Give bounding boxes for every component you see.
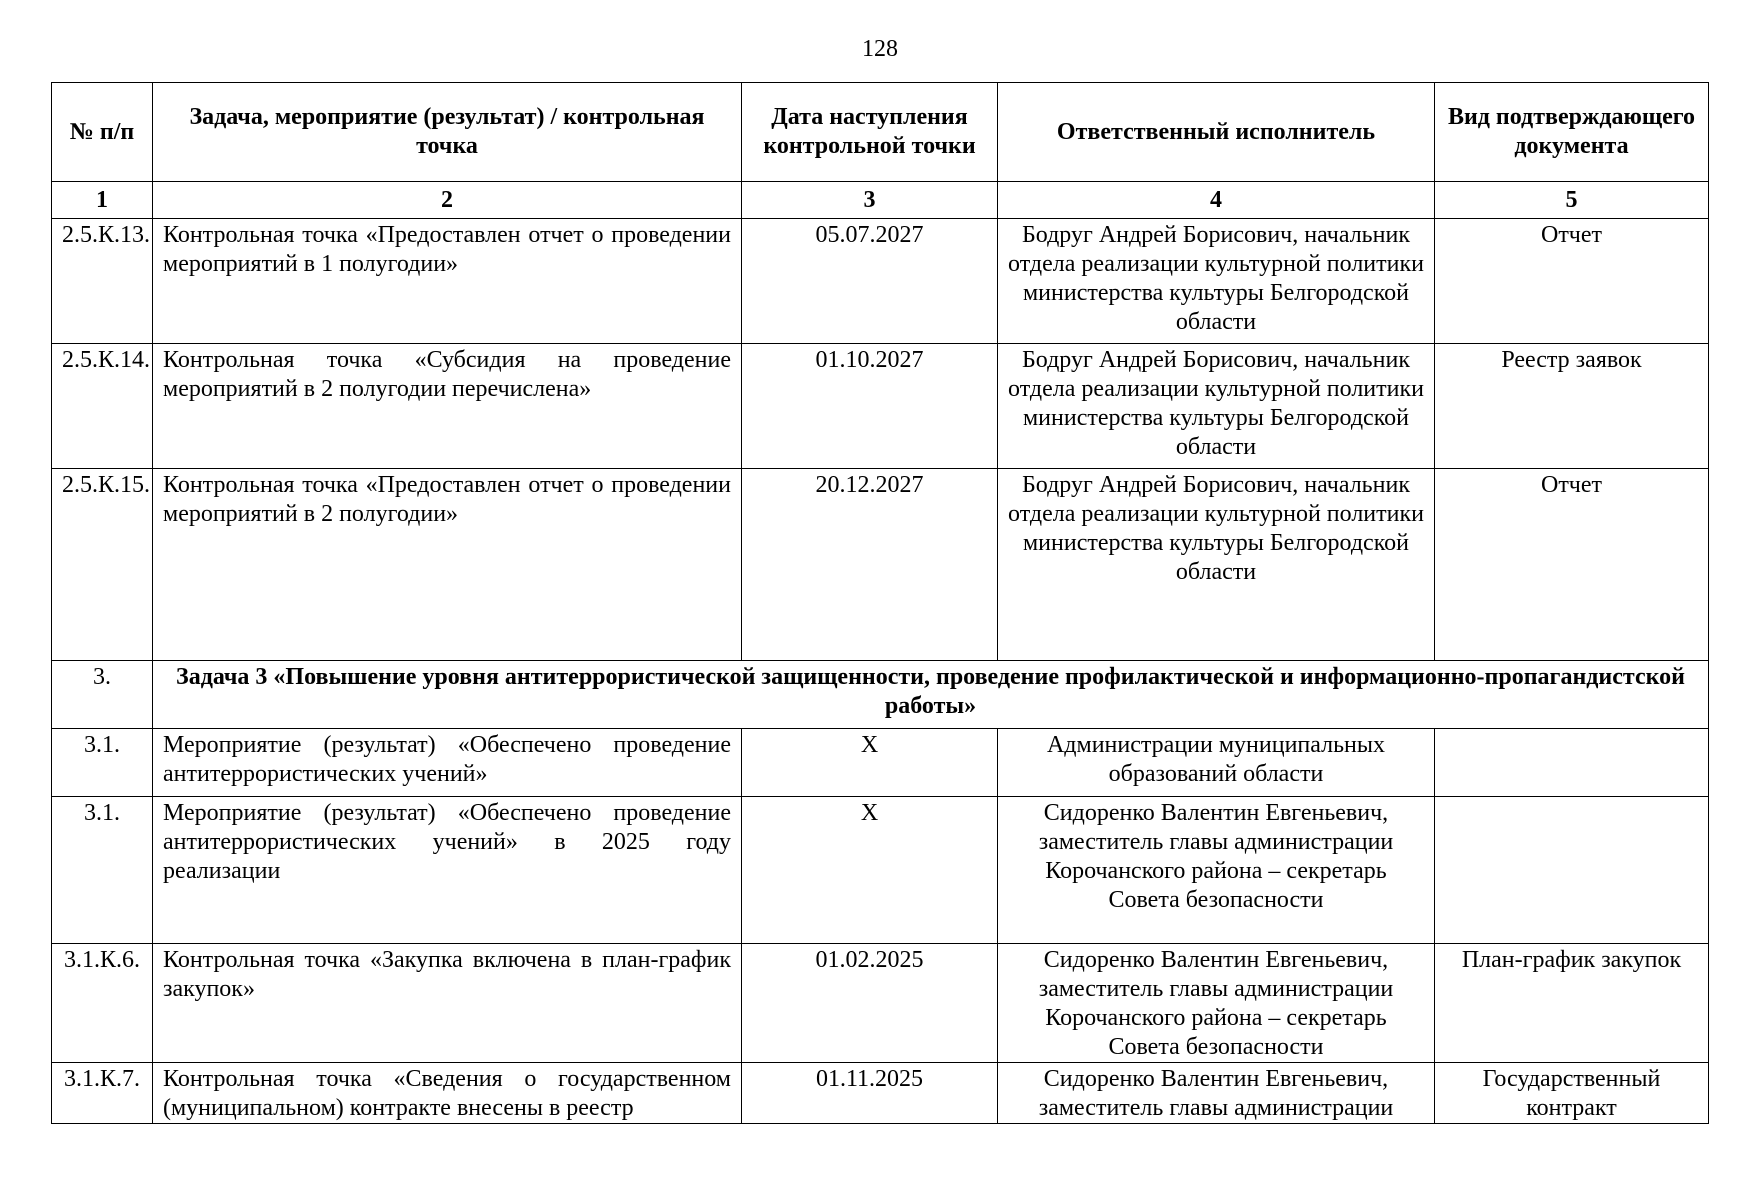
header-number: № п/п <box>52 83 153 182</box>
header-task: Задача, мероприятие (результат) / контрольная точка <box>153 83 742 182</box>
row-document <box>1435 729 1709 797</box>
table-row <box>52 219 1709 344</box>
row-number: 2.5.К.15. <box>52 469 153 661</box>
column-index: 1 <box>52 182 153 219</box>
row-task: Контрольная точка «Закупка включена в план-график закупок» <box>153 944 742 1063</box>
row-responsible: Бодруг Андрей Борисович, начальник отдела реализации культурной политики министерства культуры Белгородской области <box>998 219 1435 344</box>
row-document: Реестр заявок <box>1435 344 1709 469</box>
row-task: Контрольная точка «Сведения о государственном (муниципальном) контракте внесены в реестр <box>153 1063 742 1124</box>
column-index: 2 <box>153 182 742 219</box>
row-responsible: Сидоренко Валентин Евгеньевич, заместитель главы администрации <box>998 1063 1435 1124</box>
row-number: 2.5.К.13. <box>52 219 153 344</box>
section-number: 3. <box>52 661 153 729</box>
page-number: 128 <box>862 36 898 62</box>
table-row <box>52 344 1709 469</box>
row-responsible: Сидоренко Валентин Евгеньевич, заместитель главы администрации Корочанского района – секретарь Совета безопасности <box>998 797 1435 944</box>
section-row <box>52 661 1709 729</box>
row-date: 05.07.2027 <box>742 219 998 344</box>
row-responsible: Сидоренко Валентин Евгеньевич, заместитель главы администрации Корочанского района – секретарь Совета безопасности <box>998 944 1435 1063</box>
control-points-table <box>51 82 1709 1124</box>
row-number: 2.5.К.14. <box>52 344 153 469</box>
row-date: 01.11.2025 <box>742 1063 998 1124</box>
table-row <box>52 1063 1709 1124</box>
row-task: Контрольная точка «Предоставлен отчет о проведении мероприятий в 1 полугодии» <box>153 219 742 344</box>
row-responsible: Бодруг Андрей Борисович, начальник отдела реализации культурной политики министерства культуры Белгородской области <box>998 469 1435 661</box>
header-document: Вид подтверждающего документа <box>1435 83 1709 182</box>
row-document: Отчет <box>1435 469 1709 661</box>
row-date: Х <box>742 729 998 797</box>
table-row <box>52 797 1709 944</box>
section-title: Задача 3 «Повышение уровня антитеррористической защищенности, проведение профилактической и информационно-пропагандистской работы» <box>153 661 1709 729</box>
row-number: 3.1.К.7. <box>52 1063 153 1124</box>
column-index: 4 <box>998 182 1435 219</box>
row-number: 3.1. <box>52 729 153 797</box>
table-header-row <box>52 83 1709 182</box>
row-document: Отчет <box>1435 219 1709 344</box>
row-responsible: Администрации муниципальных образований области <box>998 729 1435 797</box>
row-document: Государственный контракт <box>1435 1063 1709 1124</box>
row-number: 3.1. <box>52 797 153 944</box>
row-responsible: Бодруг Андрей Борисович, начальник отдела реализации культурной политики министерства культуры Белгородской области <box>998 344 1435 469</box>
column-index: 5 <box>1435 182 1709 219</box>
row-task: Контрольная точка «Субсидия на проведение мероприятий в 2 полугодии перечислена» <box>153 344 742 469</box>
table-row <box>52 469 1709 661</box>
row-date: 01.10.2027 <box>742 344 998 469</box>
row-task: Мероприятие (результат) «Обеспечено проведение антитеррористических учений» в 2025 году реализации <box>153 797 742 944</box>
table-row <box>52 944 1709 1063</box>
row-date: Х <box>742 797 998 944</box>
row-task: Контрольная точка «Предоставлен отчет о проведении мероприятий в 2 полугодии» <box>153 469 742 661</box>
row-task: Мероприятие (результат) «Обеспечено проведение антитеррористических учений» <box>153 729 742 797</box>
row-number: 3.1.К.6. <box>52 944 153 1063</box>
row-date: 20.12.2027 <box>742 469 998 661</box>
table-row <box>52 729 1709 797</box>
column-index-row <box>52 182 1709 219</box>
row-date: 01.02.2025 <box>742 944 998 1063</box>
row-document <box>1435 797 1709 944</box>
header-date: Дата наступления контрольной точки <box>742 83 998 182</box>
column-index: 3 <box>742 182 998 219</box>
header-responsible: Ответственный исполнитель <box>998 83 1435 182</box>
row-document: План-график закупок <box>1435 944 1709 1063</box>
